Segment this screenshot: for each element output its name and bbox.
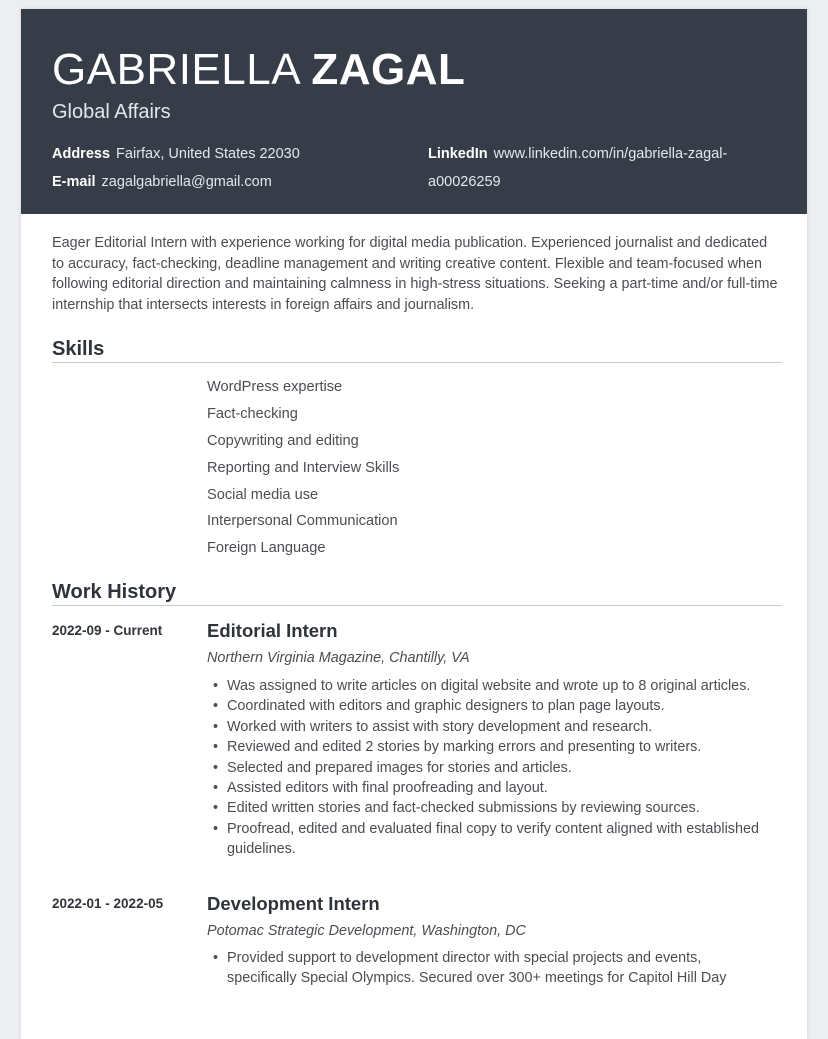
- skills-list: [207, 377, 399, 565]
- skill-item: Reporting and Interview Skills: [207, 459, 400, 476]
- linkedin-label: LinkedIn: [428, 146, 488, 162]
- candidate-subtitle: Global Affairs: [52, 101, 171, 123]
- job-bullets: [207, 676, 767, 860]
- address-label: Address: [52, 146, 111, 162]
- skills-heading: Skills: [52, 338, 105, 360]
- job-bullet: • Assisted editors with final proofreading and layout.: [207, 778, 767, 798]
- address-value: Fairfax, United States 22030: [116, 146, 300, 162]
- first-name: GABRIELLA: [52, 45, 299, 94]
- work-history-divider: [52, 605, 782, 606]
- professional-summary: Eager Editorial Intern with experience working for digital media publication. Experienced journalist and dedicated to accuracy, fact-checking, deadline management and writing creative content. Flexible and team-focused when following editorial direction and maintaining calmness in high-stress situations. Seeking a part-time and/or full-time internship that intersects interests in foreign affairs and journalism.: [52, 235, 778, 313]
- job-bullet: • Selected and prepared images for stories and articles.: [207, 758, 767, 778]
- job-bullets: [207, 948, 767, 989]
- resume-page: [21, 9, 807, 1039]
- email-line: [52, 174, 272, 190]
- job-title: Editorial Intern: [207, 620, 338, 641]
- address-line: [52, 146, 300, 162]
- job-bullet: • Coordinated with editors and graphic designers to plan page layouts.: [207, 696, 767, 716]
- job-bullet: • Edited written stories and fact-checked submissions by reviewing sources.: [207, 798, 767, 818]
- job-date: 2022-01 - 2022-05: [52, 896, 164, 911]
- job-title: Development Intern: [207, 893, 380, 914]
- skill-item: WordPress expertise: [207, 379, 343, 395]
- candidate-name: [52, 45, 465, 95]
- linkedin-line: [428, 146, 727, 162]
- job-bullet: • Reviewed and edited 2 stories by marking errors and presenting to writers.: [207, 737, 767, 757]
- linkedin-value-continued[interactable]: a00026259: [428, 174, 501, 190]
- email-value[interactable]: zagalgabriella@gmail.com: [101, 174, 272, 190]
- skill-item: Social media use: [207, 486, 319, 503]
- job-company: Northern Virginia Magazine, Chantilly, VA: [207, 650, 470, 666]
- job-bullet: • Was assigned to write articles on digital website and wrote up to 8 original articles.: [207, 676, 767, 696]
- resume-header: [21, 9, 807, 214]
- skill-item: Foreign Language: [207, 540, 326, 557]
- last-name: ZAGAL: [311, 45, 466, 94]
- skill-item: Fact-checking: [207, 405, 298, 422]
- linkedin-value[interactable]: www.linkedin.com/in/gabriella-zagal-: [493, 146, 728, 162]
- job-bullet: • Provided support to development director with special projects and events, specifically Special Olympics. Secured over 300+ meetings for Capitol Hill Day: [207, 948, 767, 989]
- job-date: 2022-09 - Current: [52, 623, 163, 638]
- job-bullet: • Worked with writers to assist with story development and research.: [207, 717, 767, 737]
- work-history-heading: Work History: [52, 581, 177, 603]
- job-company: Potomac Strategic Development, Washington, DC: [207, 923, 526, 939]
- email-label: E-mail: [52, 174, 96, 190]
- skill-item: Copywriting and editing: [207, 432, 359, 449]
- job-bullet: • Proofread, edited and evaluated final copy to verify content aligned with established guidelines.: [207, 819, 767, 860]
- skills-divider: [52, 362, 782, 363]
- skill-item: Interpersonal Communication: [207, 513, 398, 530]
